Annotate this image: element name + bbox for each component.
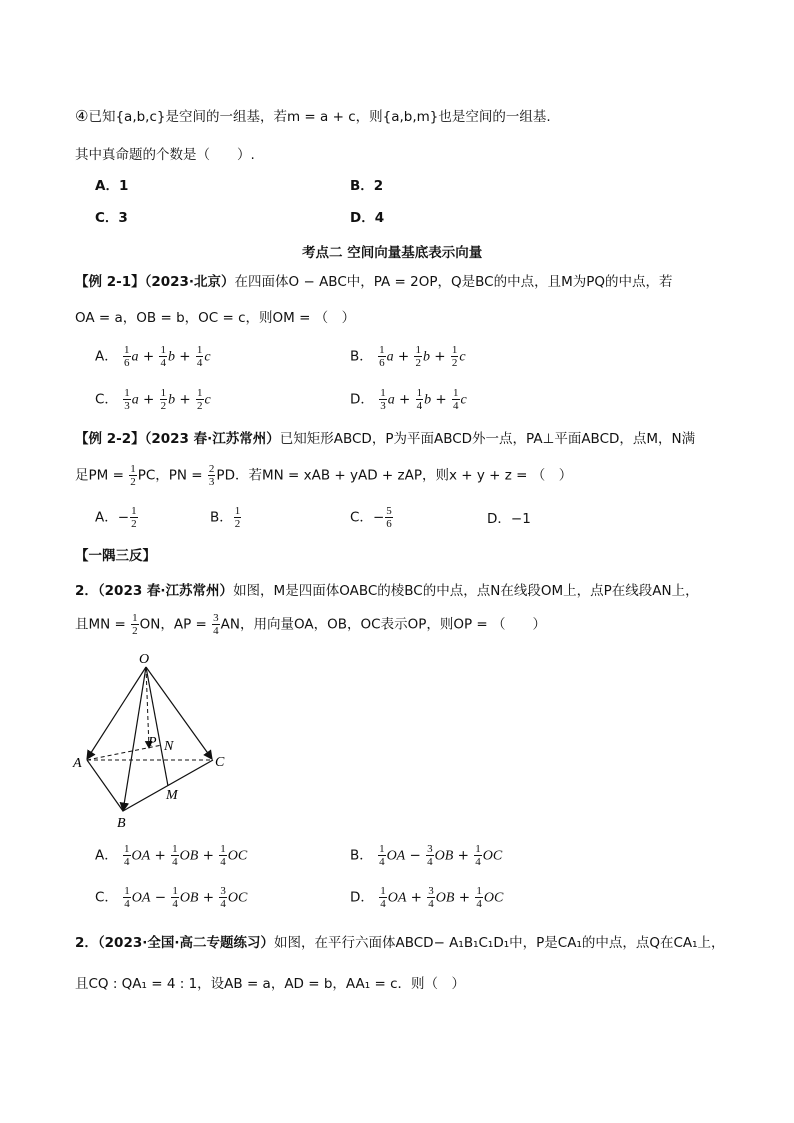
label-p: P: [148, 735, 157, 750]
fraction: $\frac{1}{2}$: [415, 344, 421, 369]
practice-title: 【一隅三反】: [75, 548, 156, 564]
option-a[interactable]: A．1: [95, 178, 129, 194]
label-a: A: [73, 756, 82, 771]
fraction: $\frac{2}{3}$: [208, 463, 215, 488]
example-tag: 【例 2-1】: [75, 274, 145, 290]
edge-oa: [87, 667, 146, 759]
fraction: $\frac{1}{3}$: [380, 387, 386, 412]
fraction: $\frac{3}{4}$: [220, 885, 226, 910]
option-letter: C．: [95, 391, 118, 408]
fraction: $\frac{1}{2}$: [130, 463, 136, 488]
example-2-2-line1: [75, 430, 695, 448]
fraction: $\frac{1}{4}$: [172, 885, 178, 910]
example-text: 在四面体O − ABC中，PA = 2OP，Q是BC的中点，且M为PQ的中点，若: [234, 274, 673, 290]
question-prompt: 其中真命题的个数是（ ）.: [75, 147, 255, 163]
fraction: $\frac{3}{4}$: [213, 612, 219, 637]
fraction: $\frac{1}{4}$: [172, 843, 178, 868]
fraction: $\frac{1}{4}$: [475, 843, 481, 868]
fraction: $\frac{1}{4}$: [379, 843, 385, 868]
fraction: $\frac{1}{2}$: [234, 505, 241, 530]
practice-3-line2: 且CQ : QA₁ = 4 : 1，设AB = a，AD = b，AA₁ = c．则（ ）: [75, 976, 465, 992]
fraction: $\frac{3}{4}$: [428, 885, 434, 910]
ex1-option-a[interactable]: A． $\frac{1}{6}$ a + $\frac{1}{4}$ b + $\frac{1}{4}$ c: [95, 344, 211, 369]
segment-om: [146, 667, 168, 786]
label-o: O: [139, 652, 150, 667]
tetrahedron-figure: [70, 650, 240, 835]
statement-4: [75, 107, 551, 126]
p2-option-d[interactable]: D． $\frac{1}{4}$ OA + $\frac{3}{4}$ OB + $\frac{1}{4}$ OC: [350, 885, 504, 910]
practice-3-line1: 2．（2023·全国·高二专题练习）如图，在平行六面体ABCD− A₁B₁C₁D₁中，P是CA₁的中点，点Q在CA₁上，: [75, 935, 725, 951]
statement-text: 已知{a,b,c}是空间的一组基，若m = a + c，则{a,b,m}也是空间的一组基.: [88, 109, 551, 125]
fraction: $\frac{1}{2}$: [197, 387, 203, 412]
example-2-1-line2: OA = a，OB = b，OC = c，则OM = （ ）: [75, 310, 356, 326]
label-m: M: [166, 788, 178, 803]
example-2-2-line2: 足PM = $\frac{1}{2}$ PC，PN = $\frac{2}{3}$ PD．若MN = xAB + yAD + zAP，则x + y + z = （ ）: [75, 463, 573, 488]
fraction: $\frac{1}{2}$: [132, 612, 138, 637]
edge-ab: [87, 760, 123, 811]
example-text: 已知矩形ABCD，P为平面ABCD外一点，PA⊥平面ABCD，点M，N满: [279, 431, 696, 447]
fraction: $\frac{1}{4}$: [160, 344, 166, 369]
label-n: N: [164, 739, 174, 754]
fraction: $\frac{1}{2}$: [160, 387, 167, 412]
example-tag: 【例 2-2】: [75, 431, 145, 447]
label-b: B: [117, 816, 126, 831]
fraction: $\frac{1}{6}$: [379, 344, 385, 369]
option-c[interactable]: C．3: [95, 210, 128, 226]
ex1-option-d[interactable]: D． $\frac{1}{3}$ a + $\frac{1}{4}$ b + $\frac{1}{4}$ c: [350, 387, 467, 412]
option-letter: B．: [350, 348, 373, 365]
ex2-option-d[interactable]: D．−1: [487, 511, 531, 527]
ex1-option-b[interactable]: B． $\frac{1}{6}$ a + $\frac{1}{2}$ b + $\frac{1}{2}$ c: [350, 344, 466, 369]
label-c: C: [215, 755, 225, 770]
option-letter: A．: [95, 348, 118, 365]
section-title: 考点二 空间向量基底表示向量: [302, 245, 483, 261]
fraction: $\frac{1}{4}$: [416, 387, 423, 412]
ex2-option-a[interactable]: A．− $\frac{1}{2}$: [95, 505, 137, 530]
practice-2-line2: 且MN = $\frac{1}{2}$ ON，AP = $\frac{3}{4}$ AN，用向量OA，OB，OC表示OP，则OP = （ ）: [75, 612, 546, 637]
ex2-option-c[interactable]: C．− $\frac{5}{6}$: [350, 505, 392, 530]
option-b[interactable]: B．2: [350, 178, 384, 194]
option-d[interactable]: D．4: [350, 210, 385, 226]
example-source: （2023·北京）: [144, 274, 235, 290]
edge-ob: [123, 667, 146, 811]
example-source: （2023 春·江苏常州）: [144, 431, 280, 447]
statement-marker: ④: [75, 107, 89, 125]
p2-option-b[interactable]: B． $\frac{1}{4}$ OA − $\frac{3}{4}$ OB + $\frac{1}{4}$ OC: [350, 843, 503, 868]
fraction: $\frac{1}{4}$: [196, 344, 203, 369]
ex2-option-b[interactable]: B． $\frac{1}{2}$: [210, 505, 241, 530]
fraction: $\frac{1}{4}$: [380, 885, 386, 910]
fraction: $\frac{1}{4}$: [124, 843, 130, 868]
p2-option-a[interactable]: A． $\frac{1}{4}$ OA + $\frac{1}{4}$ OB + $\frac{1}{4}$ OC: [95, 843, 248, 868]
fraction: $\frac{1}{4}$: [220, 843, 226, 868]
fraction: $\frac{1}{4}$: [476, 885, 482, 910]
fraction: $\frac{5}{6}$: [386, 505, 392, 530]
fraction: $\frac{1}{4}$: [453, 387, 459, 412]
fraction: $\frac{1}{3}$: [124, 387, 130, 412]
practice-2-line1: 2．（2023 春·江苏常州）如图，M是四面体OABC的棱BC的中点，点N在线段OM上，点P在线段AN上，: [75, 583, 699, 599]
fraction: $\frac{3}{4}$: [427, 843, 433, 868]
ex1-option-c[interactable]: C． $\frac{1}{3}$ a + $\frac{1}{2}$ b + $\frac{1}{2}$ c: [95, 387, 211, 412]
example-2-1-line1: [75, 273, 673, 291]
fraction: $\frac{1}{6}$: [124, 344, 130, 369]
fraction: $\frac{1}{4}$: [124, 885, 130, 910]
p2-option-c[interactable]: C． $\frac{1}{4}$ OA − $\frac{1}{4}$ OB + $\frac{3}{4}$ OC: [95, 885, 248, 910]
fraction: $\frac{1}{2}$: [451, 344, 458, 369]
option-letter: D．: [350, 391, 374, 408]
fraction: $\frac{1}{2}$: [131, 505, 137, 530]
